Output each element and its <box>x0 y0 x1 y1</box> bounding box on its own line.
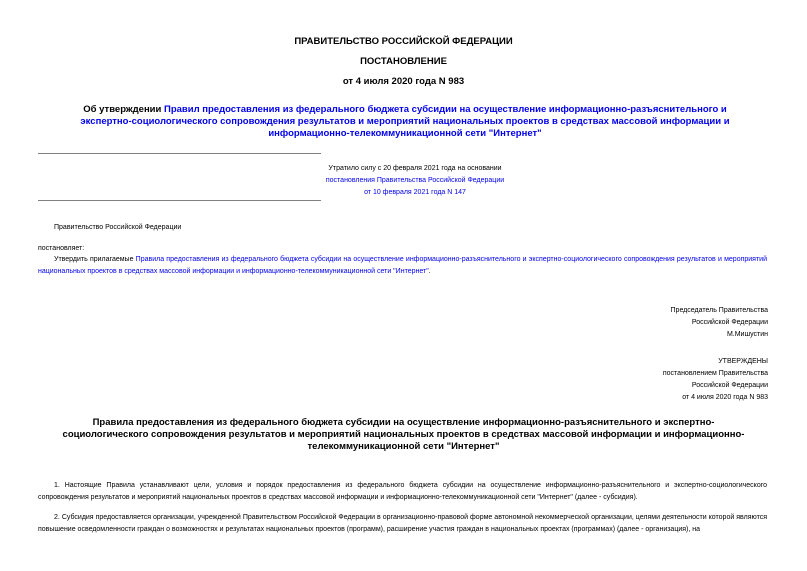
divider-top <box>38 153 321 154</box>
status-note-text: Утратило силу с 20 февраля 2021 года на основании <box>328 165 502 172</box>
approve-suffix: . <box>428 268 431 275</box>
approve-rules-link[interactable]: Правила предоставления из федерального бюджета субсидии на осуществление информационно-разъяснительного и экспертно-социологического сопровождения результатов и мероприятий национальных проектов в средствах массовой информации и информационно-телекоммуникационной сети "Интернет" <box>38 256 767 275</box>
approved-organization: Российской Федерации <box>691 382 768 389</box>
approve-paragraph <box>38 254 767 278</box>
signature-organization: Российской Федерации <box>691 319 768 326</box>
government-name: ПРАВИТЕЛЬСТВО РОССИЙСКОЙ ФЕДЕРАЦИИ <box>294 36 513 47</box>
title-prefix: Об утверждении <box>83 104 164 115</box>
document-title <box>60 104 750 140</box>
issuer: Правительство Российской Федерации <box>54 224 182 231</box>
rules-title: Правила предоставления из федерального бюджета субсидии на осуществление информационно-разъяснительного и экспертно-социологического сопровождения результатов и мероприятий национальных проектов в средствах массовой информации и информационно-телекоммуникационной сети "Интернет" <box>62 417 745 452</box>
title-rules-link[interactable]: Правил предоставления из федерального бюджета субсидии на осуществление информационно-разъяснительного и экспертно-социологического сопровождения результатов и мероприятий национальных проектов в средствах массовой информации и информационно-телекоммуникационной сети "Интернет" <box>80 104 730 139</box>
approved-by: постановлением Правительства <box>662 370 768 377</box>
document-date-number: от 4 июля 2020 года N 983 <box>342 76 465 87</box>
signature-name: М.Мишустин <box>726 331 768 338</box>
document-type: ПОСТАНОВЛЕНИЕ <box>360 56 447 67</box>
approve-prefix: Утвердить прилагаемые <box>54 256 136 263</box>
rules-paragraph-2: 2. Субсидия предоставляется организации, учрежденной Правительством Российской Федерации в организационно-правовой форме автономной некоммерческой организации, целями деятельности которой являются повышение осведомленности граждан о возможностях и результатах национальных проектов (программ), расширение участия граждан в национальных проектах (программах) (далее - организация), на <box>38 514 767 533</box>
decrees-word: постановляет: <box>38 245 85 252</box>
status-note-link-decree[interactable]: постановления Правительства Российской Федерации <box>325 177 505 184</box>
rules-paragraph-1: 1. Настоящие Правила устанавливают цели, условия и порядок предоставления из федерального бюджета субсидии на осуществление информационно-разъяснительного и экспертно-социологического сопровождения результатов и мероприятий национальных проектов в средствах массовой информации и информационно-телекоммуникационной сети "Интернет" (далее - субсидия). <box>38 482 767 501</box>
signature-position: Председатель Правительства <box>670 307 768 314</box>
divider-bottom <box>38 200 321 201</box>
approved-block <box>520 356 768 404</box>
approved-heading: УТВЕРЖДЕНЫ <box>718 358 768 365</box>
status-note <box>300 163 530 199</box>
status-note-link-date[interactable]: от 10 февраля 2021 года N 147 <box>364 189 466 196</box>
approved-date: от 4 июля 2020 года N 983 <box>682 394 768 401</box>
signature-block <box>520 305 768 341</box>
